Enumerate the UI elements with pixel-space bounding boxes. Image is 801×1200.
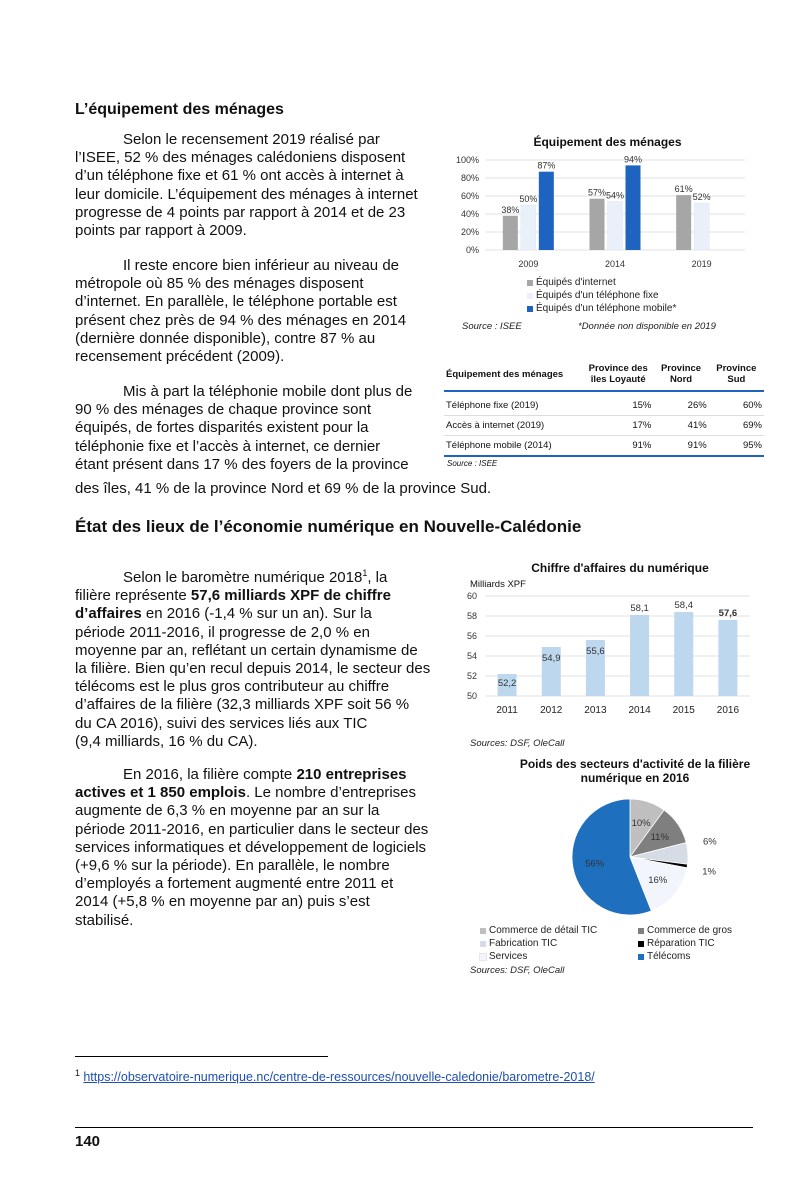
tick-label: 56 [466,631,477,641]
chart-chiffre-affaires [445,588,765,723]
paragraph-barometre [75,564,441,751]
table-cell: Téléphone fixe (2019) [446,400,539,411]
text-line: (9,4 milliards, 16 % du CA). [75,732,258,750]
legend-item: Services [480,950,638,963]
tick-label: 40% [460,209,479,219]
paragraph-entreprises [75,766,441,930]
bar [676,195,691,250]
footer-rule [75,1127,753,1128]
text-line: Il reste encore bien inférieur au niveau de [123,257,400,274]
bar [674,612,693,696]
text-line: d’employés a fortement augmenté entre 2011 et [75,875,394,893]
text-line: moyenne par an, reflétant un certain dynamisme de [75,641,418,659]
data-label: 58,1 [630,603,649,614]
tick-label: 60% [460,191,479,201]
data-label: 57,6 [718,608,738,619]
tick-label: 54 [466,651,477,661]
text-line: présent chez près de 94 % des ménages en 2014 [75,311,407,329]
text-line: Mis à part la téléphonie mobile dont plus de [123,383,413,400]
column-header: Équipement des ménages [446,368,564,380]
text-line: En 2016, la filière compte 210 entreprises [123,766,407,783]
legend-item: Commerce de gros [638,924,770,937]
data-label: 58,4 [674,600,693,611]
table-cell: 91% [687,440,707,451]
highlight-ca: d’affaires [75,605,142,623]
data-label: 57% [587,187,607,198]
tick-label: 60 [466,591,477,601]
text-line: du CA 2016), suivi des services liés aux TIC [75,714,368,732]
footnote-ref: 1 [362,568,368,578]
tick-label: 80% [460,173,479,183]
bar [694,203,709,250]
text-line: (+9,6 % sur la période). En parallèle, le nombre [75,857,390,875]
footnote-mark: 1 [75,1068,81,1078]
highlight-entreprises: 210 entreprises [296,766,407,783]
text-line: la filière. Bien qu’en recul depuis 2014, le secteur des [75,660,431,678]
text-line: (dernière donnée disponible), contre 87 % au [75,329,376,347]
province-table-wrap [444,363,764,468]
text-line: progresse de 4 points par rapport à 2014 et de 23 [75,203,406,221]
chart-legend-equipement [527,276,676,315]
chart-title-pie: Poids des secteurs d'activité de la filière numérique en 2016 [519,757,751,785]
data-label: 10% [631,817,651,829]
chart-title-ca: Chiffre d'affaires du numérique [531,561,709,575]
text-line: équipés, de fortes disparités existent pour la [75,419,369,437]
chart-unit-label: Milliards XPF [470,579,526,590]
tick-label: 0% [465,245,479,255]
table-cell: 15% [632,400,652,411]
data-label: 52% [692,192,711,203]
data-label: 55,6 [586,646,605,657]
text-line: d’affaires de la filière (32,3 milliards XPF soit 56 % [75,696,410,714]
bar [539,172,554,250]
data-label: 6% [702,836,717,848]
highlight-ca: 57,6 milliards XPF de chiffre [190,587,391,605]
legend-swatch [480,954,486,960]
data-label: 56% [585,858,605,870]
table-cell: 26% [687,400,707,411]
text-line: l’ISEE, 52 % des ménages calédoniens disposent [75,149,406,167]
text-line: des îles, 41 % de la province Nord et 69 % de la province Sud. [75,480,492,497]
tick-label: 2014 [604,259,626,269]
legend-item: Équipés d'un téléphone mobile* [527,302,676,315]
chart-secteurs-pie [545,795,715,920]
bar [626,165,641,250]
text-line: métropole où 85 % des ménages disposent [75,275,364,293]
chart-legend-pie [480,924,770,963]
chart-source: Source : ISEE [462,321,522,332]
bar [718,620,737,696]
text-line: filière représente 57,6 milliards XPF de chiffre [75,587,391,605]
tick-label: 58 [466,611,477,621]
text-line: actives et 1 850 emplois. Le nombre d’entreprises [75,784,417,802]
footnote [75,1068,595,1084]
tick-label: 20% [460,227,479,237]
tick-label: 2011 [496,705,518,716]
table-cell: Accès à internet (2019) [446,420,545,431]
text-line: d’affaires en 2016 (-1,4 % sur un an). Sur la [75,605,372,623]
tick-label: 100% [455,155,479,165]
bar [503,216,518,250]
column-header: Province Sud [716,363,757,385]
tick-label: 50 [466,691,477,701]
data-label: 1% [702,866,716,878]
chart-equipement-menages [445,150,765,275]
table-row [444,416,764,436]
data-label: 54% [605,190,625,201]
text-line: d’internet. En parallèle, le téléphone portable est [75,293,397,311]
tick-label: 2013 [584,705,607,716]
table-cell: 69% [742,420,762,431]
tick-label: 2016 [716,705,740,716]
text-line: augmente de 6,3 % en moyenne par an sur la [75,802,380,820]
table-cell: 95% [742,440,762,451]
tick-label: 2015 [672,705,695,716]
table-row [444,436,764,457]
column-header: Province des îles Loyauté [588,363,648,385]
table-source: Source : ISEE [447,459,498,468]
bar [521,205,536,250]
text-line: Selon le baromètre numérique 2018$^1$, la [123,568,388,586]
data-label: 61% [674,184,693,195]
section-heading-economie-numerique: État des lieux de l’économie numérique en Nouvelle-Calédonie [75,517,582,536]
province-table [444,363,764,457]
page-number: 140 [75,1133,101,1150]
text-line: recensement précédent (2009). [75,348,285,366]
table-cell: 91% [632,440,652,451]
table-row [444,391,764,416]
legend-swatch [638,941,644,947]
highlight-emplois: actives et 1 850 emplois [75,784,246,802]
legend-swatch [480,941,486,947]
legend-item: Réparation TIC [638,937,770,950]
footnote-rule [75,1056,328,1057]
text-line: période 2011-2016, il progresse de 2,0 % en [75,623,370,641]
legend-swatch [638,928,644,934]
text-line: points par rapport à 2009. [75,222,247,240]
data-label: 16% [648,874,668,886]
tick-label: 52 [466,671,477,681]
text-line: Selon le recensement 2019 réalisé par [123,131,380,148]
chart-source: Sources: DSF, OleCall [470,965,565,976]
tick-label: 2009 [518,259,539,269]
data-label: 52,2 [497,678,517,689]
legend-item: Équipés d'un téléphone fixe [527,289,676,302]
bar [590,199,605,250]
text-line: stabilisé. [75,911,134,929]
text-line: étant présent dans 17 % des foyers de la province [75,455,409,473]
table-header-row [444,363,764,391]
data-label: 50% [519,194,538,204]
data-label: 54,9 [542,653,561,664]
table-cell: 41% [687,420,707,431]
legend-item: Fabrication TIC [480,937,638,950]
tick-label: 2014 [628,705,651,716]
text-line: 90 % des ménages de chaque province sont [75,401,372,419]
legend-item: Commerce de détail TIC [480,924,638,937]
paragraph-metropole [75,257,433,366]
legend-swatch [480,928,486,934]
data-label: 94% [623,154,643,165]
legend-swatch [638,954,644,960]
legend-item: Équipés d'internet [527,276,676,289]
text-line: services informatiques et développement de logiciels [75,838,427,856]
bar [608,201,623,250]
paragraph-provinces [75,383,433,474]
legend-item: Télécoms [638,950,770,963]
text-line: téléphonie fixe et l’accès à internet, ce dernier [75,437,381,455]
text-line: télécoms est le plus gros contributeur au chiffre [75,678,390,696]
table-cell: 17% [632,420,652,431]
tick-label: 2012 [540,705,563,716]
text-line: leur domicile. L’équipement des ménages à internet [75,185,418,203]
data-label: 11% [650,831,669,843]
legend-swatch [527,280,533,286]
paragraph-recensement [75,131,433,240]
column-header: Province Nord [660,363,702,385]
legend-swatch [527,293,533,299]
chart-title-equipement: Équipement des ménages [533,135,682,149]
tick-label: 2019 [691,259,712,269]
footnote-link[interactable]: https://observatoire-numerique.nc/centre-de-ressources/nouvelle-caledonie/barometre-2018/ [83,1070,595,1084]
chart-note: *Donnée non disponible en 2019 [578,321,716,332]
table-cell: 60% [742,400,762,411]
text-line: période 2011-2016, en particulier dans le secteur des [75,820,429,838]
bar [630,615,649,696]
table-cell: Téléphone mobile (2014) [446,440,552,451]
text-line: d’un téléphone fixe et 61 % ont accès à internet à [75,167,404,185]
data-label: 38% [501,204,520,215]
data-label: 87% [537,160,556,171]
text-line: 2014 (+5,8 % en moyenne par an) puis s’est [75,893,370,911]
chart-source: Sources: DSF, OleCall [470,738,565,749]
section-heading-equipement: L’équipement des ménages [75,101,284,118]
legend-swatch [527,306,533,312]
